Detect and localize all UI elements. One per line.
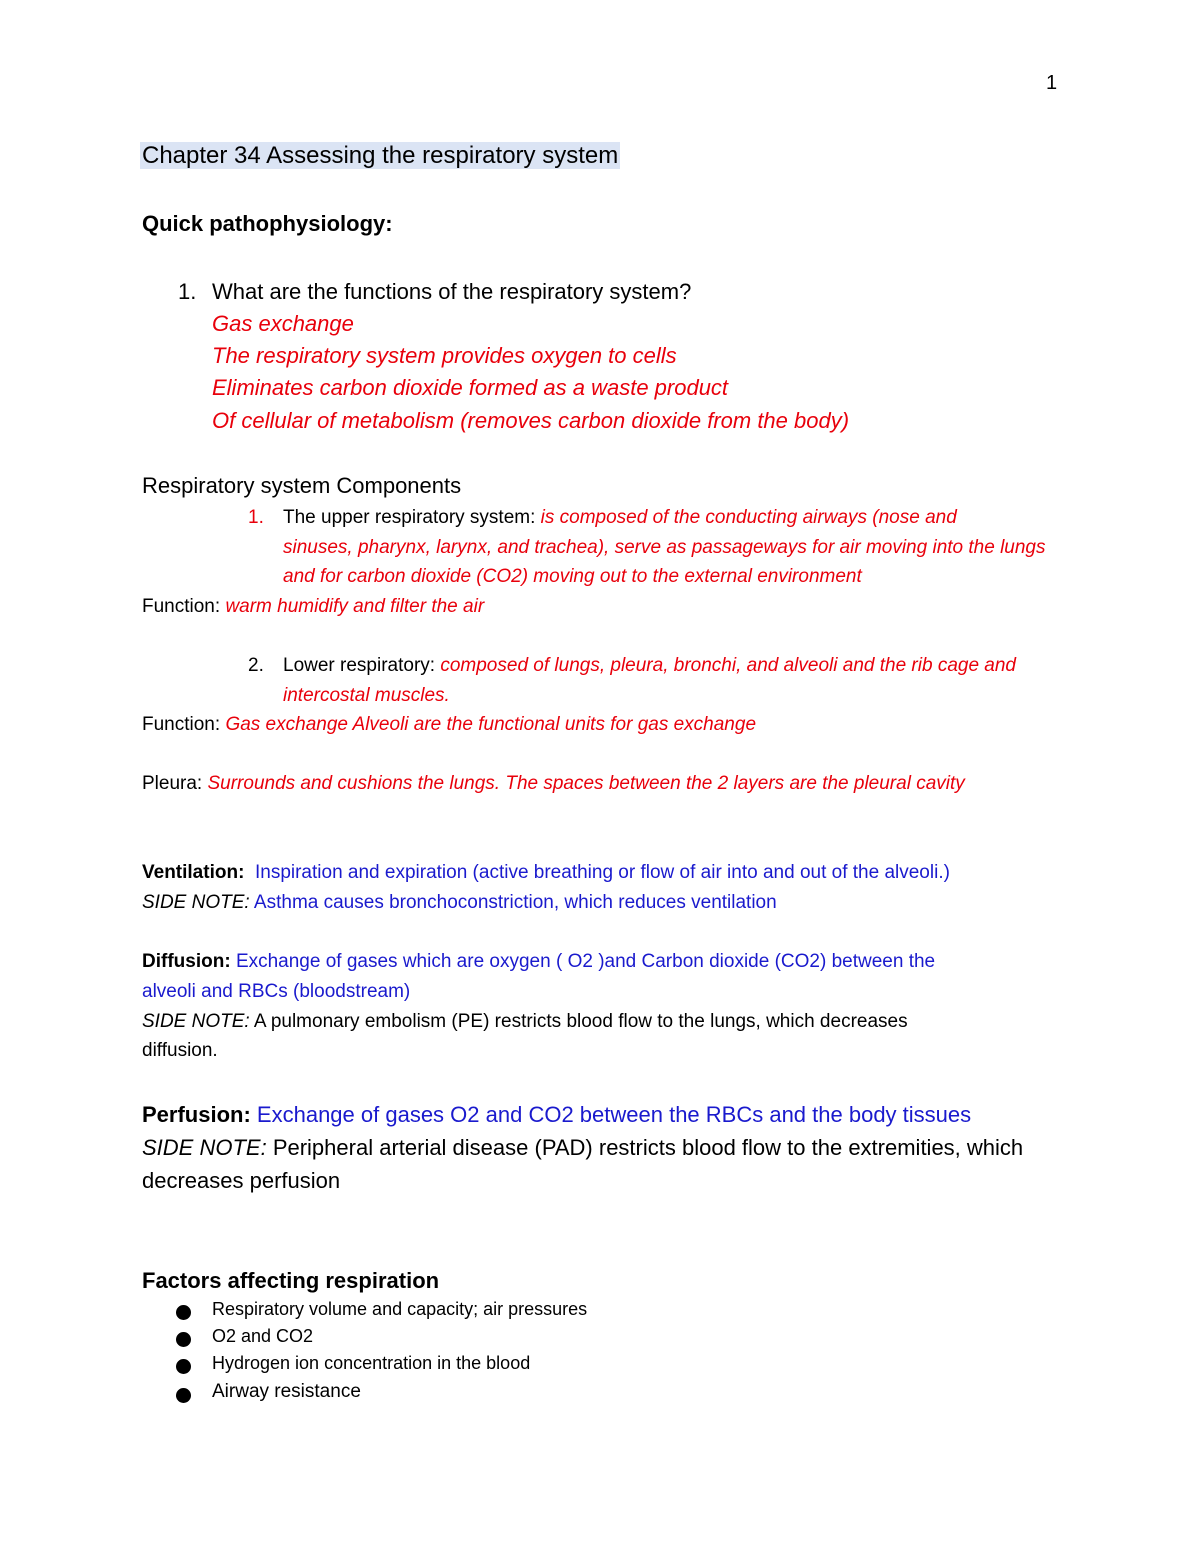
- function-text: Gas exchange Alveoli are the functional units for gas exchange: [225, 714, 757, 735]
- page-number: 1: [1046, 72, 1058, 94]
- factor-item: Respiratory volume and capacity; air pressures: [212, 1299, 588, 1319]
- factor-item: Airway resistance: [212, 1381, 361, 1402]
- q1-number: 1.: [178, 279, 197, 304]
- quick-patho-heading: Quick pathophysiology:: [142, 211, 393, 236]
- diffusion: [142, 951, 935, 973]
- lower-label: Lower respiratory:: [283, 655, 436, 676]
- bullet-icon: [176, 1332, 191, 1347]
- ventilation: [142, 862, 950, 884]
- upper-label: The upper respiratory system:: [283, 507, 536, 528]
- q1-answer: Gas exchange: [212, 311, 354, 336]
- perfusion-label: Perfusion:: [142, 1102, 251, 1127]
- side-note-text: Asthma causes bronchoconstriction, which reduces ventilation: [253, 892, 777, 913]
- q1-answer: Of cellular of metabolism (removes carbon dioxide from the body): [212, 408, 850, 433]
- components-heading: Respiratory system Components: [142, 473, 462, 498]
- side-note-label: SIDE NOTE:: [142, 1011, 250, 1032]
- upper-line: [283, 507, 957, 529]
- q1-answer: Eliminates carbon dioxide formed as a waste product: [212, 375, 729, 400]
- bullet-icon: [176, 1388, 191, 1403]
- ventilation-side-note: [142, 892, 777, 914]
- side-note-label: SIDE NOTE:: [142, 892, 250, 913]
- side-note-label: SIDE NOTE:: [142, 1135, 267, 1160]
- diffusion-side-note: [142, 1011, 908, 1033]
- diffusion-label: Diffusion:: [142, 951, 231, 972]
- perfusion-side-note-cont: decreases perfusion: [142, 1168, 341, 1193]
- lower-number: 2.: [248, 655, 264, 676]
- function-text: warm humidify and filter the air: [225, 596, 485, 617]
- factor-item: O2 and CO2: [212, 1326, 314, 1346]
- side-note-text: Peripheral arterial disease (PAD) restricts blood flow to the extremities, which: [272, 1135, 1024, 1160]
- upper-desc: sinuses, pharynx, larynx, and trachea), serve as passageways for air moving into the lungs: [283, 537, 1046, 558]
- lower-desc: composed of lungs, pleura, bronchi, and alveoli and the rib cage and: [440, 655, 1017, 676]
- perfusion: [142, 1102, 971, 1128]
- side-note-text: A pulmonary embolism (PE) restricts blood flow to the lungs, which decreases: [253, 1011, 908, 1032]
- bullet-icon: [176, 1305, 191, 1320]
- ventilation-text: Inspiration and expiration (active breathing or flow of air into and out of the alveoli.): [254, 862, 950, 883]
- factors-heading: Factors affecting respiration: [142, 1268, 440, 1293]
- q1-question: What are the functions of the respiratory system?: [212, 279, 692, 304]
- ventilation-label: Ventilation:: [142, 862, 245, 883]
- pleura: [142, 773, 965, 795]
- diffusion-text: Exchange of gases which are oxygen ( O2 )and Carbon dioxide (CO2) between the: [235, 951, 936, 972]
- pleura-text: Surrounds and cushions the lungs. The spaces between the 2 layers are the pleural cavity: [207, 773, 965, 794]
- upper-desc: is composed of the conducting airways (nose and: [540, 507, 957, 528]
- upper-desc: and for carbon dioxide (CO2) moving out to the external environment: [283, 566, 862, 587]
- lower-desc: intercostal muscles.: [283, 685, 450, 706]
- pleura-label: Pleura:: [142, 773, 203, 794]
- perfusion-side-note: [142, 1135, 1023, 1161]
- upper-function: [142, 596, 484, 618]
- diffusion-side-note-cont: diffusion.: [142, 1040, 218, 1061]
- function-label: Function:: [142, 596, 221, 617]
- upper-number: 1.: [248, 507, 264, 528]
- lower-function: [142, 714, 756, 736]
- q1-answer: The respiratory system provides oxygen to cells: [212, 343, 677, 368]
- factor-item: Hydrogen ion concentration in the blood: [212, 1353, 531, 1373]
- function-label: Function:: [142, 714, 221, 735]
- bullet-icon: [176, 1359, 191, 1374]
- chapter-title: Chapter 34 Assessing the respiratory system: [142, 142, 619, 169]
- perfusion-text: Exchange of gases O2 and CO2 between the RBCs and the body tissues: [256, 1102, 972, 1127]
- diffusion-text-cont: alveoli and RBCs (bloodstream): [142, 981, 411, 1002]
- lower-line: [283, 655, 1016, 677]
